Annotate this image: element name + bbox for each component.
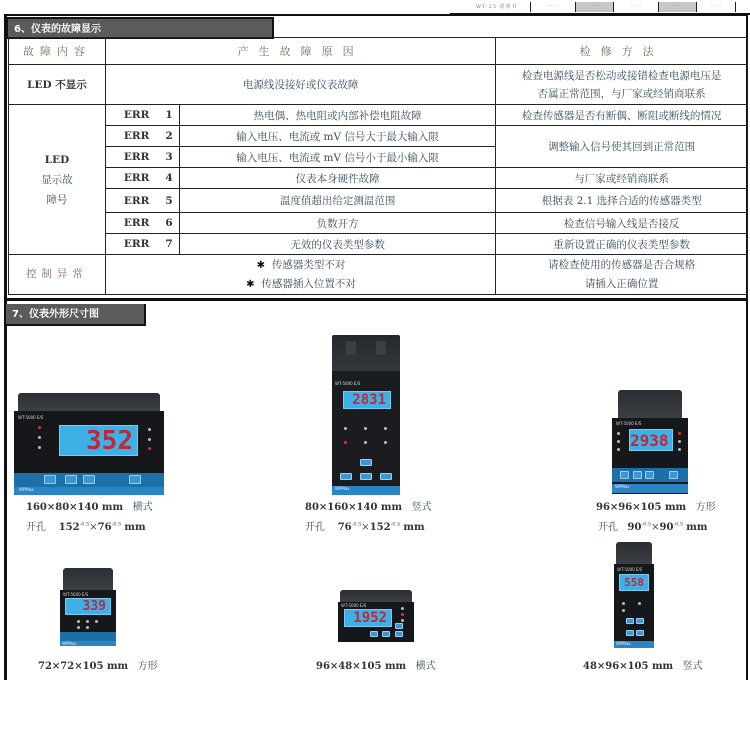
header-repair-method: 检修方法 <box>496 38 748 65</box>
lcd-display: 2938 <box>629 429 673 451</box>
error-method: 重新设置正确的仪表类型参数 <box>496 234 748 255</box>
error-cause: 输入电压、电流或 mV 信号小于最小输入限 <box>179 147 496 168</box>
device-button <box>636 618 644 624</box>
device-button <box>626 618 634 624</box>
error-method: 调整输入信号使其回到正常范围 <box>496 126 748 168</box>
device-button <box>44 475 56 484</box>
table-row <box>9 189 748 213</box>
device-button <box>633 471 642 479</box>
error-code: ERR 2 <box>105 126 179 147</box>
device-button <box>636 630 644 636</box>
device-button <box>669 471 678 479</box>
device-button <box>380 473 392 480</box>
lcd-display: 339 <box>65 598 111 615</box>
gear-bullet-icon: ✱ <box>246 278 255 290</box>
error-cause: 温度值超出给定测温范围 <box>179 189 496 213</box>
table-row <box>9 65 748 105</box>
device-image-horizontal-96x48: WT-5000 E/S 1952 <box>338 590 414 642</box>
device-button <box>395 623 403 629</box>
device-button <box>83 475 95 484</box>
error-cause: 负数开方 <box>179 213 496 234</box>
error-code: ERR 6 <box>105 213 179 234</box>
device-caption: 48×96×105 mm 竖式 <box>583 661 703 672</box>
table-row <box>9 168 748 189</box>
error-cause: 输入电压、电流或 mV 信号大于最大输入限 <box>179 126 496 147</box>
device-button <box>395 631 403 637</box>
control-abnormal-methods: 请检查使用的传感器是否合规格 请插入正确位置 <box>496 255 748 295</box>
table-row <box>9 255 748 295</box>
device-image-square-72x72: WT-5000 E/S 339 WPMax <box>60 568 116 646</box>
error-method: 根据表 2.1 选择合适的传感器类型 <box>496 189 748 213</box>
error-code: ERR 1 <box>105 105 179 126</box>
gear-bullet-icon: ✱ <box>256 259 266 271</box>
device-button <box>626 630 634 636</box>
led-error-group-label: LED 显示故 障号 <box>9 105 106 255</box>
header-tab: · · · · <box>696 2 736 12</box>
device-button <box>65 475 77 484</box>
section-divider <box>6 298 748 301</box>
lcd-display: 1952 <box>344 609 392 627</box>
header-title: WT-23 说明书 <box>476 4 518 10</box>
table-row <box>9 126 748 147</box>
error-code: ERR 4 <box>105 168 179 189</box>
device-cutout: 开孔 $90^{-0.5}\times 90^{-0.5}$ mm <box>598 521 708 533</box>
control-abnormal-causes: ✱ 传感器类型不对 ✱ 传感器插入位置不对 <box>105 255 495 295</box>
device-caption: 96×48×105 mm 横式 <box>316 661 436 672</box>
table-header-row <box>9 38 748 65</box>
error-method: 检查传感器是否有断偶、断阻或断线的情况 <box>496 105 748 126</box>
device-caption: 80×160×140 mm 竖式 <box>305 502 432 513</box>
table-row <box>9 213 748 234</box>
device-caption: 96×96×105 mm 方形 <box>596 502 716 513</box>
fault-method: 检查电源线是否松动或接错检查电源电压是 否属正常范围，与厂家或经销商联系 <box>496 65 748 105</box>
device-button <box>645 471 654 479</box>
lcd-display: 558 <box>619 574 649 591</box>
device-button <box>382 631 390 637</box>
header-tab: · · · · <box>575 2 613 12</box>
device-button <box>620 471 629 479</box>
device-image-vertical-80x160: WT-5000 E/S 2831 WPMax <box>332 335 400 495</box>
header-tab: · · · · <box>530 2 575 12</box>
device-button <box>340 473 352 480</box>
device-image-horizontal-160x80: WT-5000 E/S 352 WPMax <box>14 393 164 495</box>
device-caption: 160×80×140 mm 横式 <box>26 502 153 513</box>
table-row <box>9 234 748 255</box>
lcd-display: 2831 <box>343 391 391 409</box>
table-row <box>9 105 748 126</box>
fault-label: LED 不显示 <box>9 65 106 105</box>
error-code: ERR 7 <box>105 234 179 255</box>
device-caption: 72×72×105 mm 方形 <box>38 661 158 672</box>
error-method: 与厂家或经销商联系 <box>496 168 748 189</box>
header-tab: · · · · <box>658 2 696 12</box>
device-button <box>370 631 378 637</box>
lcd-display: 352 <box>59 425 138 456</box>
error-method: 检查信号输入线是否接反 <box>496 213 748 234</box>
error-cause: 仪表本身硬件故障 <box>179 168 496 189</box>
header-fault-cause: 产生故障原因 <box>105 38 495 65</box>
device-image-vertical-48x96: WT-5000 E/S 558 WPMax <box>614 542 654 648</box>
device-button <box>360 459 372 466</box>
header-tab: · · · · <box>613 2 658 12</box>
device-cutout: 开孔 $152^{-0.5}\times 76^{-0.5}$ mm <box>26 521 146 533</box>
error-cause: 热电偶、热电阻或内部补偿电阻故障 <box>179 105 496 126</box>
device-image-square-96x96: WT-5000 E/S 2938 WPMax <box>612 390 688 494</box>
section-6-title: 6、仪表的故障显示 <box>6 17 274 39</box>
section-7-title: 7、仪表外形尺寸图 <box>6 304 146 326</box>
error-code: ERR 5 <box>105 189 179 213</box>
error-code: ERR 3 <box>105 147 179 168</box>
header-fault-content: 故障内容 <box>9 38 106 65</box>
device-button <box>129 475 141 484</box>
control-abnormal-label: 控制异常 <box>9 255 106 295</box>
fault-table <box>8 37 748 295</box>
error-cause: 无效的仪表类型参数 <box>179 234 496 255</box>
fault-cause: 电源线没接好或仪表故障 <box>105 65 495 105</box>
page-header-strip <box>450 0 750 14</box>
device-cutout: 开孔 $76^{-0.5}\times 152^{-0.5}$ mm <box>305 521 425 533</box>
device-button <box>360 473 372 480</box>
